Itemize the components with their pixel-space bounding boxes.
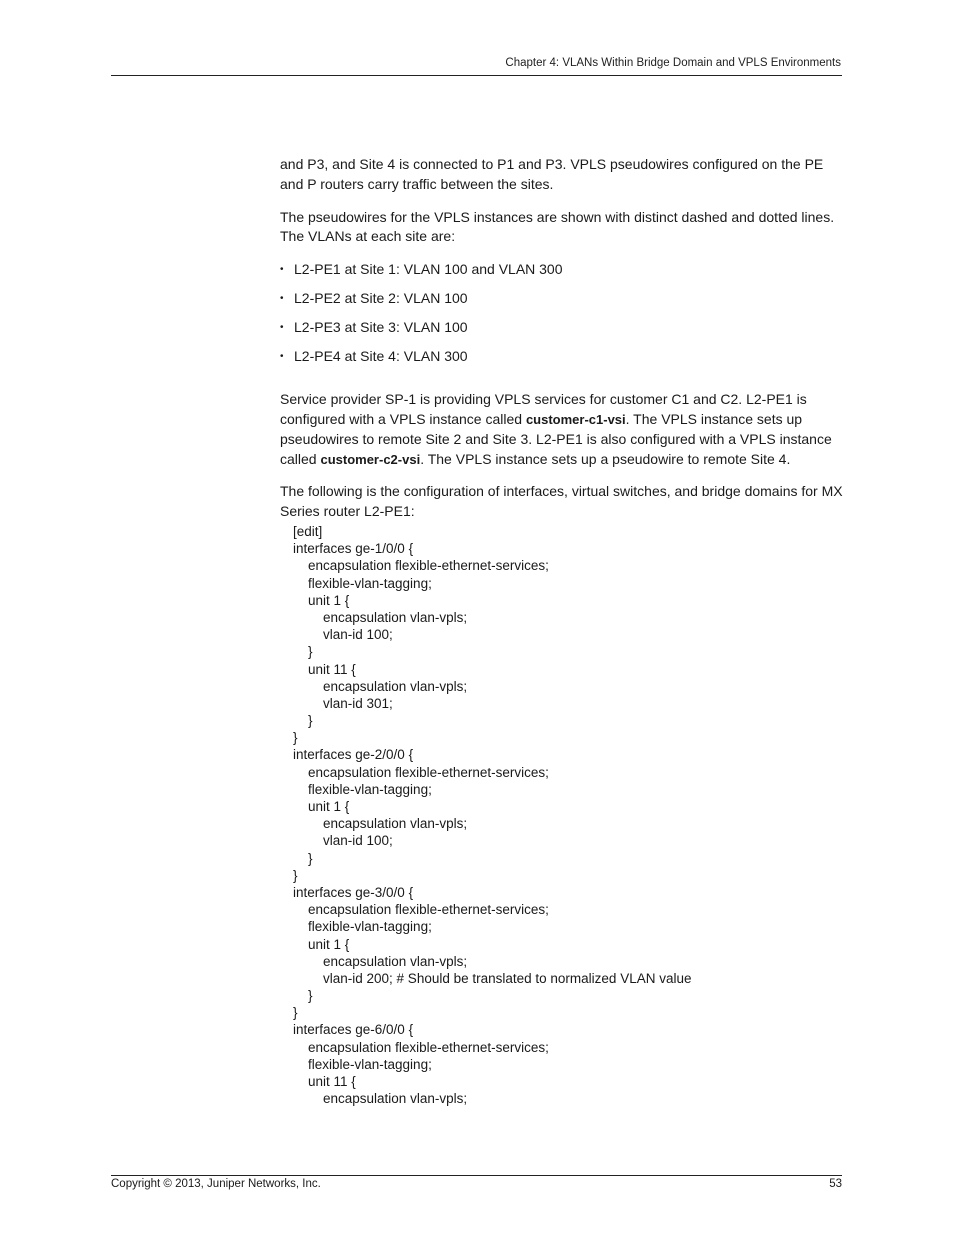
code-line: } (293, 730, 298, 746)
inline-code: customer-c2-vsi (320, 451, 421, 467)
code-line: encapsulation flexible-ethernet-services; (293, 1039, 549, 1055)
code-line: unit 1 { (293, 936, 350, 952)
code-line: interfaces ge-2/0/0 { (293, 747, 414, 763)
bullet-icon: • (280, 293, 284, 305)
code-line: unit 11 { (293, 1074, 356, 1089)
list-item-text: L2-PE1 at Site 1: VLAN 100 and VLAN 300 (294, 261, 563, 278)
paragraph: The pseudowires for the VPLS instances are shown with distinct dashed and dotted lines. The VLANs at each site are: (280, 208, 835, 245)
body-content (280, 155, 844, 535)
list-item-text: L2-PE4 at Site 4: VLAN 300 (294, 348, 468, 365)
code-line: } (293, 1005, 298, 1021)
code-line: encapsulation vlan-vpls; (293, 816, 468, 832)
code-line: unit 11 { (293, 661, 356, 677)
code-line: } (293, 644, 313, 660)
code-line: vlan-id 301; (293, 695, 393, 711)
page-number: 53 (829, 1178, 842, 1190)
code-line: encapsulation vlan-vpls; (293, 678, 468, 694)
code-line: flexible-vlan-tagging; (293, 575, 432, 591)
code-line: } (293, 850, 313, 866)
code-line: encapsulation vlan-vpls; (293, 1091, 468, 1107)
footer-rule (111, 1175, 842, 1176)
code-line: unit 1 { (293, 592, 350, 608)
code-line: encapsulation flexible-ethernet-services; (293, 558, 549, 574)
code-line: encapsulation flexible-ethernet-services; (293, 764, 549, 780)
code-line: } (293, 867, 298, 883)
text-run: . The VPLS instance sets up pseudowires to remote Site 2 and Site 3. L2-PE1 is also configured with a VPLS instance called (280, 410, 832, 467)
code-line: } (293, 713, 313, 729)
code-line: encapsulation flexible-ethernet-services; (293, 902, 549, 918)
list-item-text: L2-PE3 at Site 3: VLAN 100 (294, 319, 468, 336)
list-item (280, 318, 844, 347)
paragraph: The following is the configuration of interfaces, virtual switches, and bridge domains for MX Series router L2-PE1: (280, 483, 843, 520)
code-line: encapsulation vlan-vpls; (293, 953, 468, 969)
list-item (280, 347, 844, 376)
code-line: flexible-vlan-tagging; (293, 781, 432, 797)
code-line: flexible-vlan-tagging; (293, 919, 432, 935)
bullet-icon: • (280, 322, 284, 334)
code-line: interfaces ge-1/0/0 { (293, 541, 414, 557)
chapter-title: Chapter 4: VLANs Within Bridge Domain and VPLS Environments (505, 57, 841, 69)
list-item (280, 289, 844, 318)
paragraph: and P3, and Site 4 is connected to P1 and P3. VPLS pseudowires configured on the PE and P routers carry traffic between the sites. (280, 156, 824, 192)
bullet-icon: • (280, 264, 284, 276)
text-run: . The VPLS instance sets up a pseudowire to remote Site 4. (420, 450, 791, 467)
vlan-list (280, 260, 844, 376)
text-run: Service provider SP-1 is providing VPLS services for customer C1 and C2. L2-PE1 is configured with a VPLS instance called (280, 391, 807, 427)
code-line: } (293, 988, 313, 1004)
code-line: encapsulation vlan-vpls; (293, 609, 468, 625)
bullet-icon: • (280, 351, 284, 363)
code-line: vlan-id 100; (293, 833, 393, 849)
code-block (293, 523, 691, 1107)
code-line: vlan-id 100; (293, 627, 393, 643)
code-line: vlan-id 200; # Should be translated to normalized VLAN value (293, 970, 692, 986)
list-item-text: L2-PE2 at Site 2: VLAN 100 (294, 290, 468, 307)
code-line: unit 1 { (293, 799, 350, 814)
inline-code: customer-c1-vsi (525, 411, 626, 427)
code-line: flexible-vlan-tagging; (293, 1056, 432, 1072)
header-rule (111, 75, 842, 76)
code-line: interfaces ge-3/0/0 { (293, 884, 414, 900)
list-item (280, 260, 844, 289)
code-line: [edit] (293, 524, 323, 539)
code-line: interfaces ge-6/0/0 { (293, 1022, 414, 1038)
paragraph (280, 390, 844, 469)
copyright-notice: Copyright © 2013, Juniper Networks, Inc. (111, 1178, 321, 1190)
